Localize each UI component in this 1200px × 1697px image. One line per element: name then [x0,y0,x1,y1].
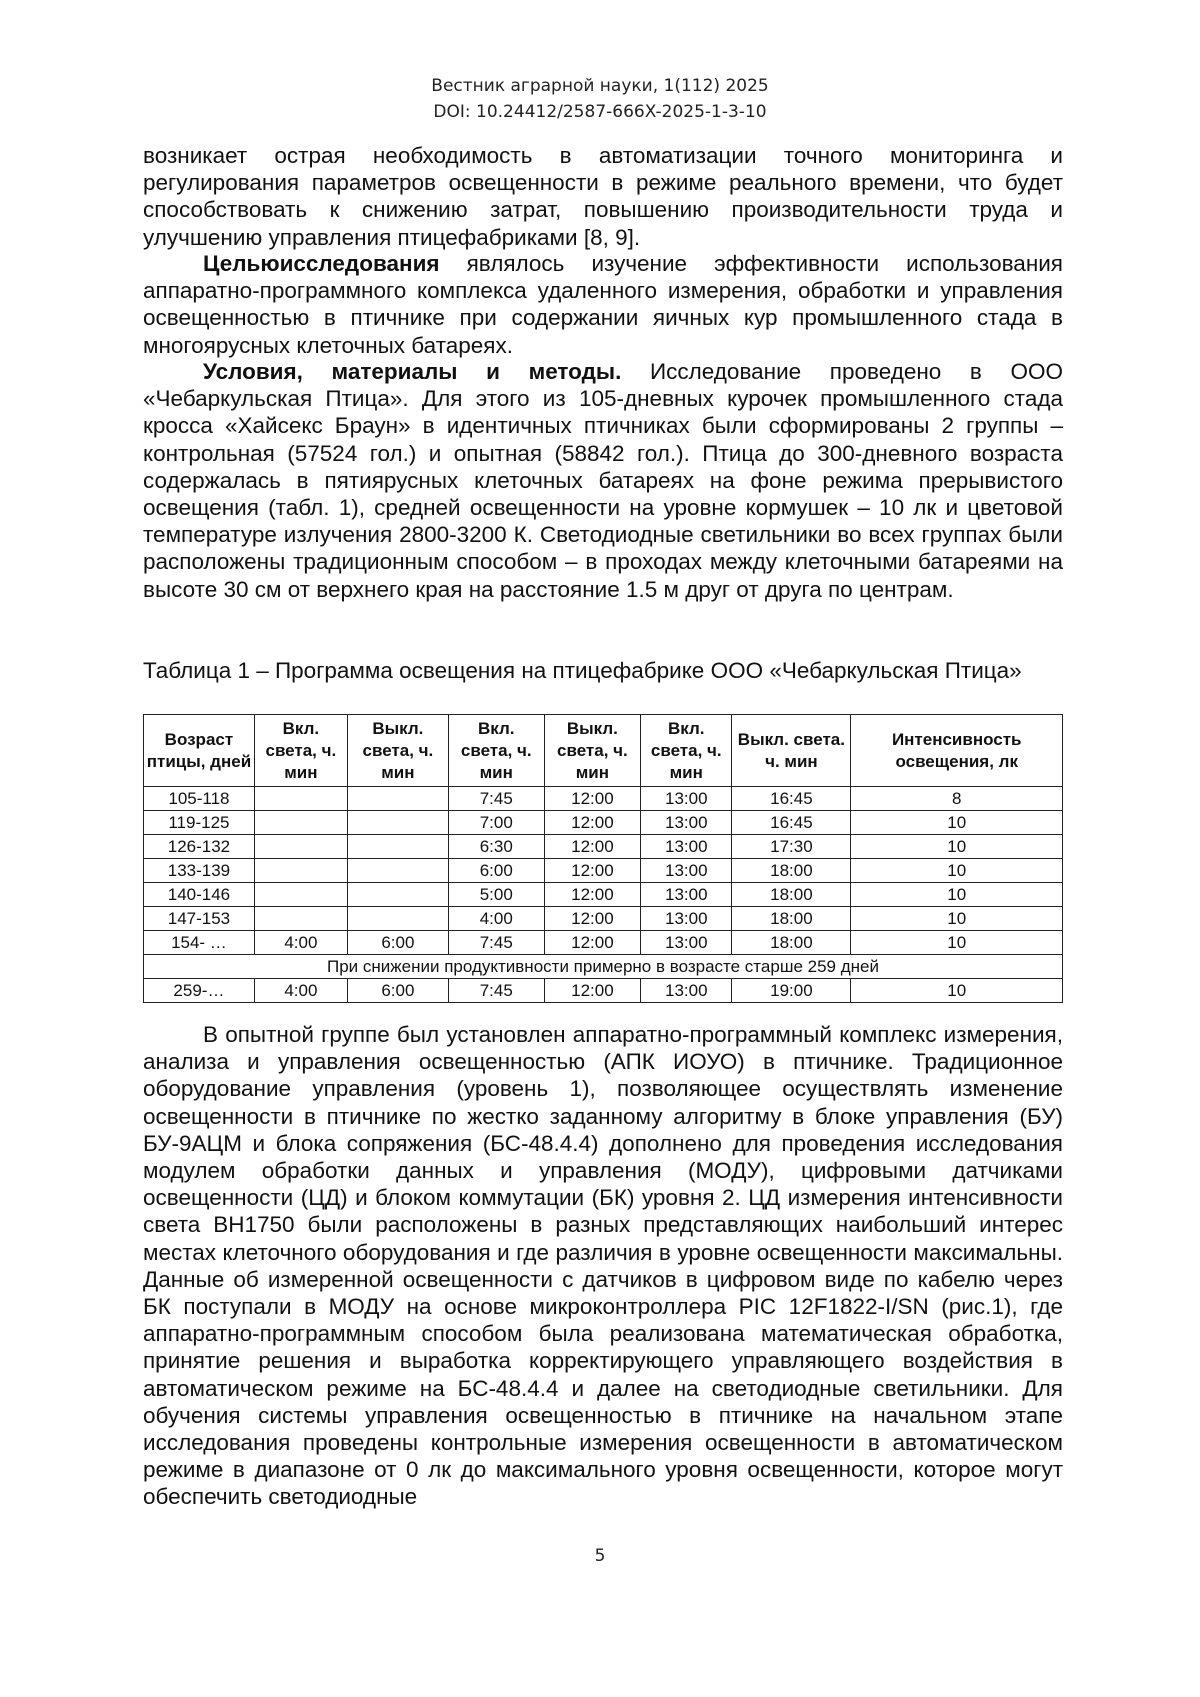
table-header-cell: Вкл. света, ч. мин [641,715,732,787]
table-cell: 4:00 [254,979,347,1003]
table-cell: 5:00 [448,883,544,907]
table-row [144,979,1063,1003]
journal-header [0,73,1200,125]
table-cell: 6:00 [448,859,544,883]
table-row [144,835,1063,859]
table-cell [254,835,347,859]
table-cell: 10 [851,907,1063,931]
table-cell: 10 [851,931,1063,955]
table-cell: 140-146 [144,883,255,907]
table-cell: 13:00 [641,883,732,907]
table-cell: 13:00 [641,787,732,811]
table-cell [254,859,347,883]
table-row [144,811,1063,835]
table-note: При снижении продуктивности примерно в возрасте старше 259 дней [144,955,1063,979]
table-header-cell: Вкл. света, ч. мин [448,715,544,787]
table-cell: 6:00 [347,979,448,1003]
table-cell: 105-118 [144,787,255,811]
page-number: 5 [594,1546,606,1566]
table-cell [347,859,448,883]
table-cell: 126-132 [144,835,255,859]
table-cell: 16:45 [732,787,851,811]
table-cell: 119-125 [144,811,255,835]
table-row [144,931,1063,955]
paragraph-intro-end: возникает острая необходимость в автоматизации точного мониторинга и регулирования параметров освещенности в режиме реального времени, что будет способствовать к снижению затрат, повышению производительности труда и улучшению управления птицефабриками [8, 9]. [143,143,1063,250]
table-cell: 18:00 [732,907,851,931]
table-cell: 8 [851,787,1063,811]
table-header-row [144,715,1063,787]
table-caption: Таблица 1 – Программа освещения на птицефабрике ООО «Чебаркульская Птица» [143,658,1022,683]
table-header-cell: Возраст птицы, дней [144,715,255,787]
table-cell: 12:00 [544,859,641,883]
table-cell: 7:00 [448,811,544,835]
table-cell: 12:00 [544,835,641,859]
table-cell [347,907,448,931]
table-cell [254,787,347,811]
table-cell: 154- … [144,931,255,955]
table-cell [347,883,448,907]
table-cell: 13:00 [641,835,732,859]
table-cell [347,835,448,859]
table-header-cell: Вкл. света, ч. мин [254,715,347,787]
table-cell: 10 [851,859,1063,883]
table-cell: 7:45 [448,979,544,1003]
table-cell [347,811,448,835]
table-cell: 12:00 [544,907,641,931]
table-cell: 12:00 [544,931,641,955]
table-cell [347,787,448,811]
table-cell [254,811,347,835]
table-cell: 4:00 [254,931,347,955]
table-cell: 10 [851,835,1063,859]
table-cell: 4:00 [448,907,544,931]
table-cell: 17:30 [732,835,851,859]
table-cell: 18:00 [732,859,851,883]
table-cell: 10 [851,979,1063,1003]
table-cell: 12:00 [544,883,641,907]
lighting-program-table [143,714,1063,1003]
table-cell: 147-153 [144,907,255,931]
table-row [144,907,1063,931]
table-row [144,787,1063,811]
table-cell: 13:00 [641,979,732,1003]
table-cell: 7:45 [448,931,544,955]
doi: DOI: 10.24412/2587-666X-2025-1-3-10 [433,102,767,122]
table-cell: 12:00 [544,787,641,811]
table-cell: 18:00 [732,883,851,907]
paragraph-aim [143,250,1063,359]
table-cell: 6:00 [347,931,448,955]
table-cell: 13:00 [641,811,732,835]
table-cell: 19:00 [732,979,851,1003]
table-cell: 6:30 [448,835,544,859]
table-row [144,859,1063,883]
table-cell: 13:00 [641,859,732,883]
table-cell [254,883,347,907]
table-note-row [144,955,1063,979]
table-row [144,883,1063,907]
table-header-cell: Выкл. света, ч. мин [347,715,448,787]
methods-text: Исследование проведено в ООО «Чебаркульская Птица». Для этого из 105-дневных курочек промышленного стада кросса «Хайсекс Браун» в идентичных птичниках были сформированы 2 группы – контрольная (57524 гол.) и опытная (58842 гол.). Птица до 300-дневного возраста содержалась в пятиярусных клеточных батареях на фоне режима прерывистого освещения (табл. 1), средней освещенности на уровне кормушек – 10 лк и цветовой температуре излучения 2800-3200 К. Светодиодные светильники во всех группах были расположены традиционным способом – в проходах между клеточными батареями на высоте 30 см от верхнего края на расстояние 1.5 м друг от друга по центрам. [143,359,1064,602]
aim-text: являлось изучение эффективности использования аппаратно-программного комплекса удаленного измерения, обработки и управления освещенностью в птичнике при содержании яичных кур промышленного стада в многоярусных клеточных батареях. [143,251,1063,358]
table-cell: 16:45 [732,811,851,835]
table-cell: 259-… [144,979,255,1003]
table-cell: 12:00 [544,811,641,835]
table-cell: 133-139 [144,859,255,883]
table-cell: 13:00 [641,931,732,955]
aim-heading: Цельюисследования [203,251,440,276]
table-cell: 10 [851,811,1063,835]
table-cell: 18:00 [732,931,851,955]
table-cell [254,907,347,931]
table-header-cell: Выкл. света, ч. мин [544,715,641,787]
table-cell: 13:00 [641,907,732,931]
table-header-cell: Выкл. света. ч. мин [732,715,851,787]
journal-title: Вестник аграрной науки, 1(112) 2025 [431,76,769,96]
table-cell: 7:45 [448,787,544,811]
table-header-cell: Интенсивность освещения, лк [851,715,1063,787]
paragraph-methods [143,358,1063,603]
table-cell: 12:00 [544,979,641,1003]
paragraph-equipment: В опытной группе был установлен аппаратно-программный комплекс измерения, анализа и управления освещенностью (АПК ИОУО) в птичнике. Традиционное оборудование управления (уровень 1), позволяющее осуществлять изменение освещенности в птичнике по жестко заданному алгоритму в блоке управления (БУ) БУ-9АЦМ и блока сопряжения (БС-48.4.4) дополнено для проведения исследования модулем обработки данных и управления (МОДУ), цифровыми датчиками освещенности (ЦД) и блоком коммутации (БК) уровня 2. ЦД измерения интенсивности света ВН1750 были расположены в разных представляющих наибольший интерес местах клеточного оборудования и где различия в уровне освещенности максимальны. Данные об измеренной освещенности с датчиков в цифровом виде по кабелю через БК поступали в МОДУ на основе микроконтроллера PIC 12F1822-I/SN (рис.1), где аппаратно-программным способом была реализована математическая обработка, принятие решения и выработка корректирующего управляющего воздействия в автоматическом режиме на БС-48.4.4 и далее на светодиодные светильники. Для обучения системы управления освещенностью в птичнике на начальном этапе исследования проведены контрольные измерения освещенности в автоматическом режиме в диапазоне от 0 лк до максимального уровня освещенности, которое могут обеспечить светодиодные [143,1022,1063,1510]
methods-heading: Условия, материалы и методы. [203,359,622,384]
table-cell: 10 [851,883,1063,907]
